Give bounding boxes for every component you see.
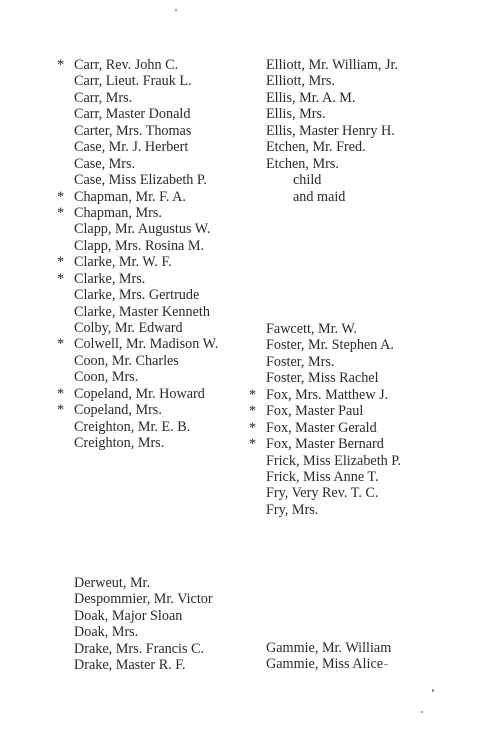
passenger-entry (257, 485, 401, 501)
passenger-entry (257, 57, 398, 73)
passenger-column-g (257, 640, 391, 673)
passenger-name: Fry, Very Rev. T. C. (266, 485, 379, 502)
asterisk-mark: * (249, 386, 257, 403)
passenger-name: Carr, Master Donald (74, 106, 191, 123)
passenger-entry (65, 353, 218, 369)
asterisk-mark: * (57, 270, 65, 287)
passenger-entry (65, 624, 213, 640)
passenger-entry (257, 354, 401, 370)
passenger-name: Clapp, Mr. Augustus W. (74, 221, 211, 238)
passenger-entry (57, 57, 218, 73)
passenger-entry (57, 336, 219, 353)
passenger-entry (65, 221, 218, 237)
passenger-entry (65, 419, 218, 435)
passenger-name: Etchen, Mr. Fred. (266, 139, 366, 156)
passenger-name: Coon, Mr. Charles (74, 352, 179, 369)
asterisk-mark: * (57, 385, 65, 402)
passenger-entry (65, 657, 213, 673)
passenger-name: Case, Mr. J. Herbert (74, 139, 189, 156)
passenger-entry (65, 369, 218, 385)
passenger-entry (257, 139, 398, 155)
passenger-name: Gammie, Mr. William (266, 640, 392, 656)
passenger-name: Ellis, Mr. A. M. (266, 89, 356, 106)
passenger-entry (249, 386, 401, 403)
passenger-entry (257, 156, 398, 172)
passenger-entry (257, 73, 398, 89)
passenger-name: Copeland, Mr. Howard (74, 385, 205, 402)
passenger-entry (65, 608, 213, 624)
passenger-entry (249, 419, 401, 436)
passenger-entry (65, 435, 218, 451)
asterisk-mark: * (57, 57, 65, 73)
passenger-entry (65, 156, 218, 172)
passenger-name: Derweut, Mr. (74, 575, 151, 591)
passenger-entry (57, 270, 218, 287)
passenger-entry-note (257, 189, 398, 205)
passenger-name: Clarke, Mrs. (74, 270, 146, 287)
passenger-name: Drake, Mrs. Francis C. (74, 640, 205, 657)
passenger-name: Fox, Master Paul (266, 403, 364, 420)
passenger-entry (257, 337, 401, 353)
passenger-entry (65, 238, 218, 254)
passenger-name: Fox, Master Gerald (266, 419, 377, 436)
passenger-entry (257, 656, 391, 672)
passenger-column-f (249, 321, 402, 518)
passenger-entry (65, 575, 213, 591)
passenger-entry (65, 304, 218, 320)
passenger-entry (57, 385, 218, 402)
passenger-entry (249, 403, 401, 420)
passenger-name: Clarke, Mr. W. F. (74, 254, 172, 271)
asterisk-mark: * (249, 419, 257, 436)
passenger-name: Drake, Master R. F. (74, 657, 186, 674)
passenger-name: Gammie, Miss Alice (266, 656, 384, 673)
passenger-entry (65, 90, 218, 106)
passenger-name: Chapman, Mr. F. A. (74, 188, 186, 205)
passenger-entry (257, 321, 401, 337)
passenger-column-d (65, 575, 213, 674)
passenger-entry (57, 204, 218, 221)
passenger-name: Doak, Major Sloan (74, 607, 183, 624)
ink-speck (384, 664, 388, 665)
passenger-name: Doak, Mrs. (74, 624, 139, 641)
ink-speck (175, 9, 177, 11)
passenger-entry (257, 469, 401, 485)
passenger-name: Fox, Master Bernard (266, 436, 384, 453)
passenger-name: Foster, Mrs. (266, 353, 335, 370)
passenger-name: Coon, Mrs. (74, 369, 139, 386)
passenger-name: Clapp, Mrs. Rosina M. (74, 237, 205, 254)
passenger-name: Case, Miss Elizabeth P. (74, 172, 207, 189)
passenger-name: Carr, Mrs. (74, 89, 133, 106)
passenger-entry (65, 641, 213, 657)
passenger-name: Carr, Lieut. Frauk L. (74, 73, 192, 90)
passenger-name: Colwell, Mr. Madison W. (74, 336, 219, 353)
passenger-name: and maid (293, 188, 346, 205)
passenger-entry (257, 370, 401, 386)
asterisk-mark: * (249, 436, 257, 453)
passenger-entry (57, 402, 218, 419)
passenger-name: Chapman, Mrs. (74, 204, 162, 221)
passenger-name: Carr, Rev. John C. (74, 57, 179, 73)
passenger-entry (65, 172, 218, 188)
passenger-name: Elliott, Mr. William, Jr. (266, 57, 398, 73)
passenger-name: Case, Mrs. (74, 155, 136, 172)
passenger-entry (65, 73, 218, 89)
passenger-entry (57, 254, 218, 271)
asterisk-mark: * (57, 188, 65, 205)
passenger-entry (57, 188, 218, 205)
passenger-name: Frick, Miss Elizabeth P. (266, 452, 402, 469)
passenger-name: Foster, Mr. Stephen A. (266, 337, 394, 354)
passenger-name: Creighton, Mrs. (74, 435, 165, 452)
passenger-name: Creighton, Mr. E. B. (74, 418, 191, 435)
passenger-entry (257, 640, 391, 656)
ink-speck (432, 689, 434, 692)
asterisk-mark: * (57, 336, 65, 353)
passenger-entry (65, 106, 218, 122)
passenger-entry (65, 287, 218, 303)
passenger-name: Frick, Miss Anne T. (266, 468, 379, 485)
passenger-entry (249, 436, 401, 453)
asterisk-mark: * (57, 254, 65, 271)
passenger-column-c (57, 57, 219, 452)
passenger-name: child (293, 172, 322, 189)
passenger-name: Etchen, Mrs. (266, 155, 339, 172)
passenger-name: Colby, Mr. Edward (74, 320, 183, 336)
passenger-name: Ellis, Mrs. (266, 106, 326, 123)
passenger-name: Carter, Mrs. Thomas (74, 122, 192, 139)
passenger-entry-note (257, 172, 398, 188)
passenger-entry (257, 106, 398, 122)
passenger-name: Foster, Miss Rachel (266, 370, 379, 387)
passenger-entry (257, 502, 401, 518)
asterisk-mark: * (57, 204, 65, 221)
passenger-entry (65, 591, 213, 607)
passenger-entry (65, 320, 218, 336)
passenger-entry (257, 453, 401, 469)
passenger-name: Elliott, Mrs. (266, 73, 335, 90)
passenger-column-e (257, 57, 398, 205)
passenger-name: Fox, Mrs. Matthew J. (266, 386, 389, 403)
passenger-entry (257, 123, 398, 139)
passenger-entry (257, 90, 398, 106)
passenger-name: Fry, Mrs. (266, 501, 319, 518)
passenger-name: Clarke, Mrs. Gertrude (74, 287, 200, 304)
asterisk-mark: * (249, 403, 257, 420)
passenger-name: Despommier, Mr. Victor (74, 591, 213, 608)
passenger-entry (65, 139, 218, 155)
passenger-entry (65, 123, 218, 139)
passenger-name: Ellis, Master Henry H. (266, 122, 395, 139)
ink-speck (421, 711, 423, 713)
asterisk-mark: * (57, 402, 65, 419)
passenger-name: Copeland, Mrs. (74, 402, 162, 419)
passenger-name: Fawcett, Mr. W. (266, 321, 358, 337)
passenger-name: Clarke, Master Kenneth (74, 303, 210, 320)
